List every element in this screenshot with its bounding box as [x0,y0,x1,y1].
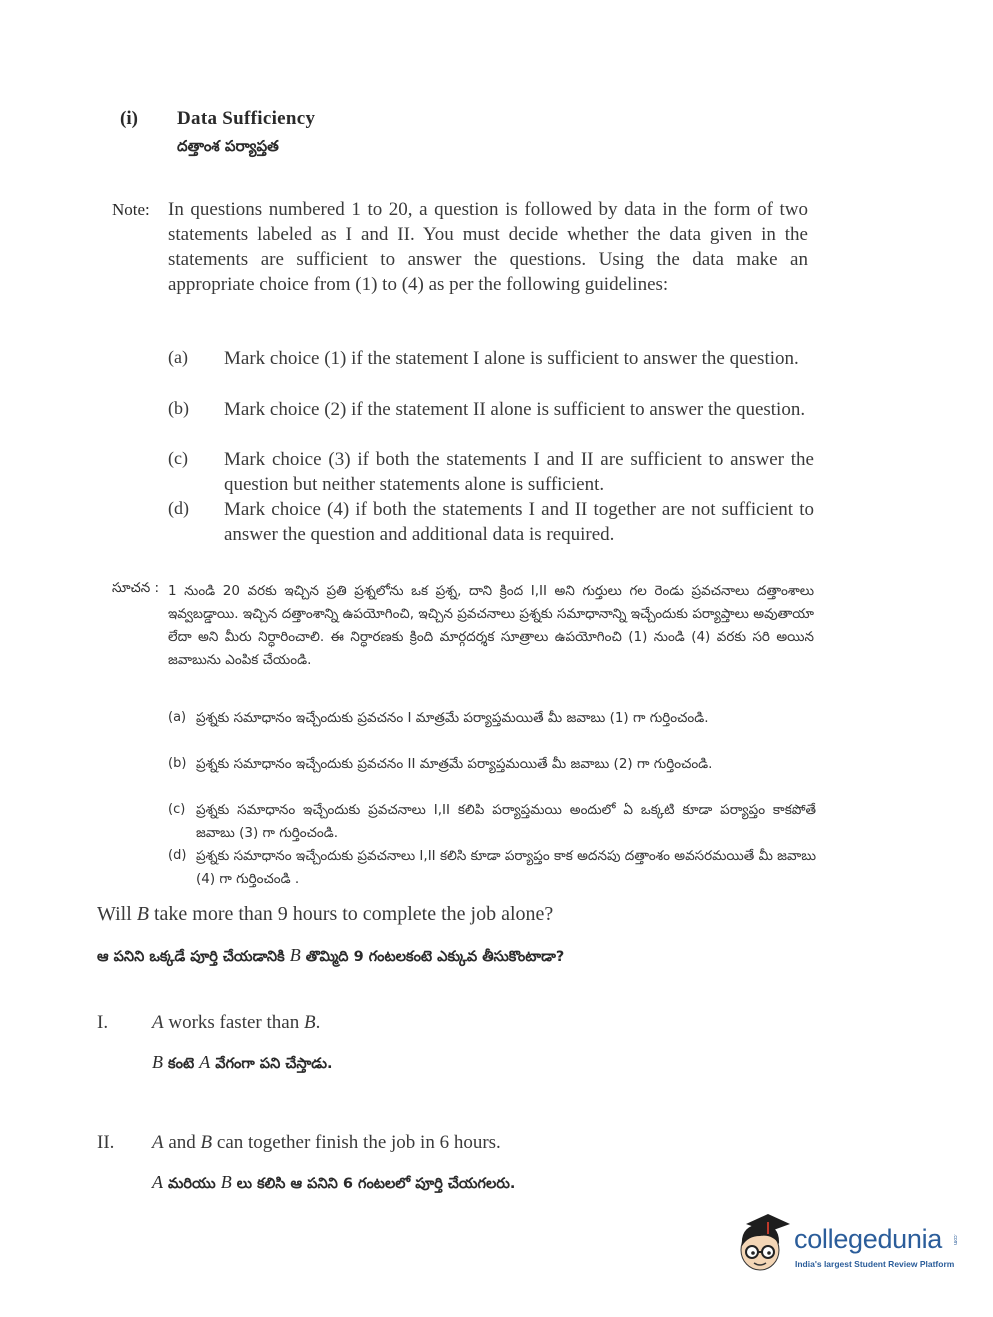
question-text-telugu: ఆ పనిని ఒక్కడే పూర్తి చేయడానికి B తొమ్మిది 9 గంటలకంటె ఎక్కువ తీసుకొంటాడా? [97,945,565,965]
statement-2-text-telugu: A మరియు B లు కలిసి ఆ పనిని 6 గంటలలో పూర్తి చేయగలరు. [152,1172,516,1192]
student-mascot-icon [734,1212,794,1282]
logo-tagline: India's largest Student Review Platform [795,1259,955,1269]
telugu-note-text: 1 నుండి 20 వరకు ఇచ్చిన ప్రతి ప్రశ్నలోను ఒక ప్రశ్న, దాని క్రింద I,II అని గుర్తులు గల రెండు ప్రవచనాలు దత్తాంశాలు ఇవ్వబడ్డాయి. ఇచ్చిన దత్తాంశాన్ని ఉపయోగించి, ఇచ్చిన ప్రవచనాలు ప్రశ్నకు సమాధానాన్ని ఇచ్చేందుకు పర్యాప్తాలు అవుతాయా లేదా అని మీరు నిర్ధారించాలి. ఈ నిర్ధారణకు క్రింది మార్గదర్శక సూత్రాలు ఉపయోగించి (1) నుండి (4) వరకు సరి అయిన జవాబును ఎంపిక చేయండి. [168,583,814,668]
option-text-d: Mark choice (4) if both the statements I and II together are not sufficient to answer the question and additional data is required. [224,499,814,545]
telugu-option-letter-d: (d) [168,848,187,863]
collegedunia-logo [734,1212,964,1282]
option-letter-a: (a) [168,347,188,367]
question-text: Will B take more than 9 hours to complete the job alone? [97,903,554,925]
telugu-option-text-a: ప్రశ్నకు సమాధానం ఇచ్చేందుకు ప్రవచనం I మాత్రమే పర్యాప్తమయితే మీ జవాబు (1) గా గుర్తించండి. [196,710,709,726]
statement-1-text-telugu: B కంటె A వేగంగా పని చేస్తాడు. [152,1052,333,1072]
option-text-a: Mark choice (1) if the statement I alone is sufficient to answer the question. [224,348,799,369]
statement-2-number: II. [97,1132,115,1153]
option-text-b: Mark choice (2) if the statement II alone is sufficient to answer the question. [224,399,806,420]
note-text: In questions numbered 1 to 20, a question is followed by data in the form of two statements labeled as I and II. You must decide whether the data given in the statements are sufficient to answer the questions. Using the data make an appropriate choice from (1) to (4) as per the following guidelines: [168,199,808,295]
option-letter-d: (d) [168,498,189,518]
telugu-option-text-d: ప్రశ్నకు సమాధానం ఇచ్చేందుకు ప్రవచనాలు I,II కలిసి కూడా పర్యాప్తం కాక అదనపు దత్తాంశం అవసరమయితే మీ జవాబు (4) గా గుర్తించండి . [196,848,816,887]
telugu-option-letter-c: (c) [168,802,186,817]
note-label: Note: [112,200,150,219]
option-text-c: Mark choice (3) if both the statements I and II are sufficient to answer the question but neither statements alone is sufficient. [224,449,814,495]
telugu-option-text-b: ప్రశ్నకు సమాధానం ఇచ్చేందుకు ప్రవచనం II మాత్రమే పర్యాప్తమయితే మీ జవాబు (2) గా గుర్తించండి. [196,756,713,772]
logo-wordmark: collegedunia [794,1224,943,1254]
telugu-option-text-c: ప్రశ్నకు సమాధానం ఇచ్చేందుకు ప్రవచనాలు I,II కలిపి పర్యాప్తమయి అందులో ఏ ఒక్కటి కూడా పర్యాప్తం కాకపోతే జవాబు (3) గా గుర్తించండి. [196,802,816,841]
logo-domain-suffix: .com [952,1234,958,1245]
section-subtitle-telugu: దత్తాంశ పర్యాప్తత [177,137,279,155]
telugu-option-letter-b: (b) [168,756,187,771]
option-letter-c: (c) [168,448,188,468]
option-letter-b: (b) [168,398,189,418]
statement-1-text: A works faster than B. [152,1012,321,1033]
statement-1-number: I. [97,1012,109,1033]
telugu-note-label: సూచన : [112,580,160,596]
section-title: Data Sufficiency [177,108,316,129]
statement-2-text: A and B can together finish the job in 6 hours. [152,1132,501,1153]
telugu-option-letter-a: (a) [168,710,187,725]
section-number: (i) [120,108,138,129]
